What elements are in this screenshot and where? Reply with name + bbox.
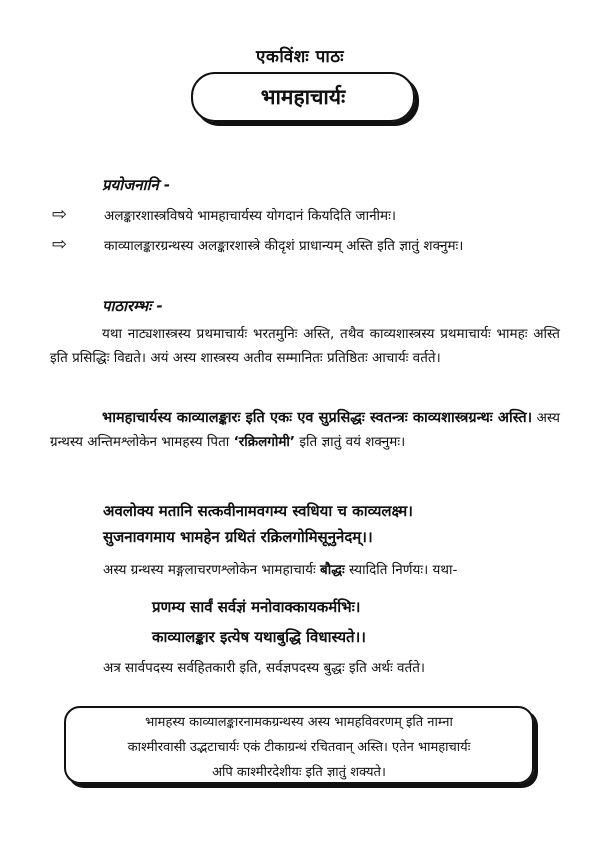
verse-line: प्रणम्य सार्वं सर्वज्ञं मनोवाक्कायकर्मभिः। bbox=[152, 598, 361, 616]
lesson-number: एकविंशः पाठः bbox=[255, 47, 345, 67]
verse-1 bbox=[103, 498, 413, 550]
bold-term: बौद्धः bbox=[320, 562, 345, 578]
paragraph-text-end: इति ज्ञातुं वयं शक्नुमः। bbox=[295, 434, 406, 450]
paragraph-text: अत्र सार्वपदस्य सर्वहितकारी इति, सर्वज्ञपदस्य बुद्धः इति अर्थः वर्तते। bbox=[103, 660, 426, 676]
paragraph-text bbox=[50, 406, 560, 454]
verse-line: काव्यालङ्कार इत्येष यथाबुद्धि विधास्यते।। bbox=[152, 628, 366, 646]
objective-text: काव्यालङ्कारग्रन्थस्य अलङ्कारशास्त्रे कीदृशं प्राधान्यम् अस्ति इति ज्ञातुं शक्नुमः। bbox=[104, 237, 464, 254]
paragraph-text-end: स्यादिति निर्णयः। यथा- bbox=[344, 562, 458, 578]
paragraph-text-rest: अस्य ग्रन्थस्य अन्तिमश्लोकेन भामहस्य पिता bbox=[50, 410, 561, 450]
verse-2 bbox=[152, 594, 366, 650]
paragraph-text: यथा नाट्यशास्त्रस्य प्रथमाचार्यः भरतमुनिः अस्ति, तथैव काव्यशास्त्रस्य प्रथमाचार्यः भामहः अस्ति इति प्रसिद्धिः विद्यते। अयं अस्य शास्त्रस्य अतीव सम्मानितः प्रतिष्ठितः आचार्यः वर्तते। bbox=[50, 326, 560, 366]
intro-paragraph-4 bbox=[103, 656, 543, 680]
objective-item bbox=[52, 234, 570, 255]
paragraph-text bbox=[103, 558, 543, 582]
intro-paragraph-1 bbox=[50, 322, 560, 370]
note-line: भामहस्य काव्यालङ्कारनामकग्रन्थस्य अस्य भामहविवरणम् इति नाम्ना bbox=[145, 715, 453, 730]
intro-heading: पाठारम्भः - bbox=[102, 297, 163, 315]
father-name: ‘रक्रिलगोमी’ bbox=[233, 434, 296, 450]
verse-line: अवलोक्य मतानि सत्कवीनामवगम्य स्वधिया च काव्यलक्ष्म। bbox=[103, 502, 413, 520]
objective-item bbox=[52, 204, 570, 225]
note-line: काश्मीरवासी उद्भटाचार्यः एकं टीकाग्रन्थं रचितवान् अस्ति। एतेन भामहाचार्यः bbox=[127, 740, 471, 755]
note-line: अपि काश्मीरदेशीयः इति ज्ञातुं शक्यते। bbox=[212, 765, 386, 780]
hollow-right-arrow-icon: ⇨ bbox=[52, 234, 68, 255]
hollow-right-arrow-icon: ⇨ bbox=[52, 204, 68, 225]
lesson-title: भामहाचार्यः bbox=[260, 85, 346, 109]
bold-statement: भामहाचार्यस्य काव्यालङ्कारः इति एकः एव सुप्रसिद्धः स्वतन्त्रः काव्यशास्त्रग्रन्थः अस्ति। bbox=[102, 410, 533, 426]
intro-paragraph-3 bbox=[103, 558, 543, 582]
lesson-title-box bbox=[191, 72, 415, 122]
verse-line: सुजनावगमाय भामहेन ग्रथितं रक्रिलगोमिसूनुनेदम्।। bbox=[103, 528, 373, 546]
objectives-heading: प्रयोजनानि - bbox=[102, 176, 171, 194]
note-box bbox=[64, 706, 534, 784]
objective-text: अलङ्कारशास्त्रविषये भामहाचार्यस्य योगदानं कियदिति जानीमः। bbox=[104, 207, 396, 224]
intro-paragraph-2 bbox=[50, 406, 560, 454]
paragraph-text-start: अस्य ग्रन्थस्य मङ्गलाचरणश्लोकेन भामहाचार्यः bbox=[103, 562, 321, 578]
